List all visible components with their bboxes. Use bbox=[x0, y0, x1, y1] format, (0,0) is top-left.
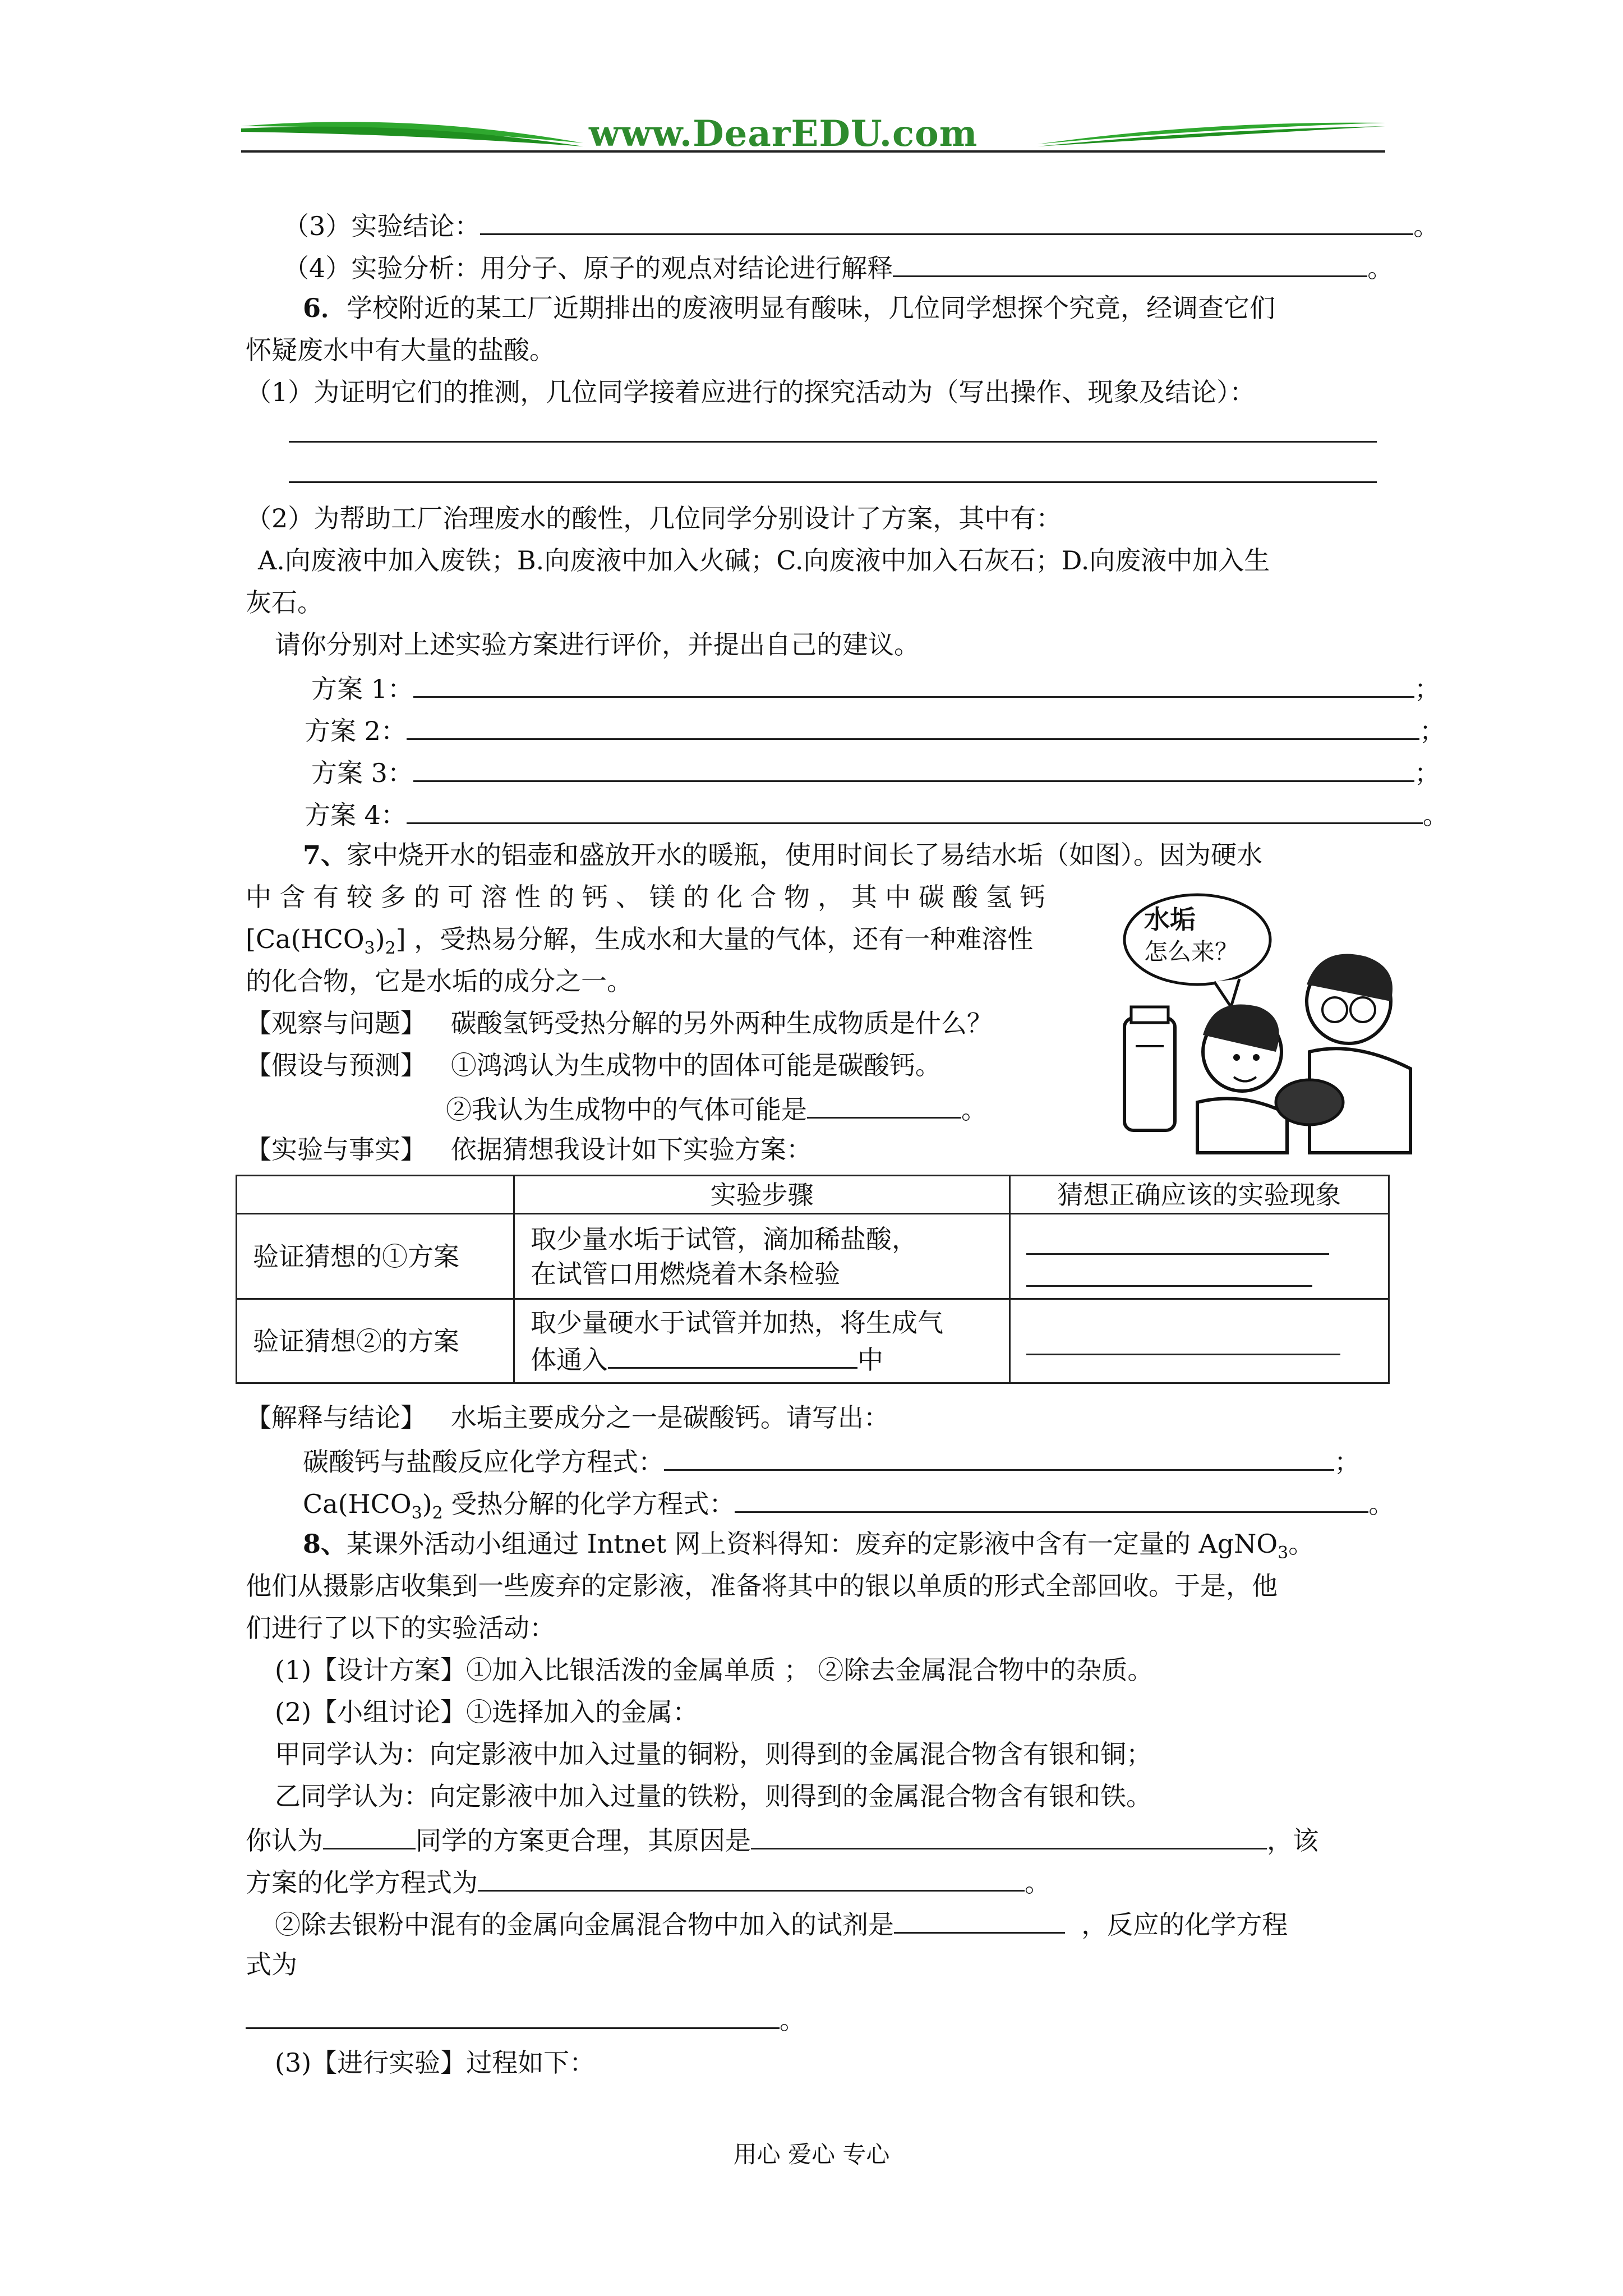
q6-ask: 请你分别对上述实验方案进行评价，并提出自己的建议。 bbox=[275, 629, 920, 660]
q8-intro-line1: 8、某课外活动小组通过 Intnet 网上资料得知：废弃的定影液中含有一定量的 AgNO$_3$。 bbox=[303, 1529, 1315, 1563]
q8-remove: ②除去银粉中混有的金属向金属混合物中加入的试剂是 ，反应的化学方程 bbox=[275, 1905, 1288, 1942]
q6-plan-1: 方案 1： ； bbox=[311, 669, 1440, 706]
q6-part2: （2）为帮助工厂治理废水的酸性，几位同学分别设计了方案，其中有： bbox=[246, 503, 1062, 533]
row1-answer-line2 bbox=[1026, 1258, 1312, 1287]
row1-answer-line1 bbox=[1026, 1226, 1329, 1255]
q6-options-line2: 灰石。 bbox=[246, 587, 323, 618]
row2-step: 取少量硬水于试管并加热，将生成气 体通入 中 bbox=[514, 1299, 1010, 1383]
formula-calcium-bicarbonate-2: $Ca(HCO_3)_2$ bbox=[303, 1489, 443, 1524]
q5-item4: （4）实验分析：用分子、原子的观点对结论进行解释 。 bbox=[283, 249, 1393, 286]
site-logo-text: www.DearEDU.com bbox=[589, 113, 978, 155]
table-header-row bbox=[237, 1176, 1389, 1214]
q7-hypothesis-1: 【假设与预测】 ①鸿鸿认为生成物中的固体可能是碳酸钙。 bbox=[246, 1050, 941, 1080]
table-header-phenomenon: 猜想正确应该的实验现象 bbox=[1010, 1176, 1389, 1214]
q6-plan-2: 方案 2： ； bbox=[305, 711, 1445, 748]
q5-item3: （3）实验结论： 。 bbox=[283, 206, 1439, 243]
footer-motto: 用心 爱心 专心 bbox=[733, 2141, 890, 2168]
row1-step: 取少量水垢于试管，滴加稀盐酸， 在试管口用燃烧着木条检验 bbox=[514, 1214, 1010, 1299]
row1-label: 验证猜想的①方案 bbox=[237, 1214, 514, 1299]
q8-yi: 乙同学认为：向定影液中加入过量的铁粉，则得到的金属混合物含有银和铁。 bbox=[275, 1781, 1152, 1811]
experiment-table bbox=[236, 1175, 1390, 1384]
header-rule bbox=[241, 150, 1385, 153]
q6-intro-line1: 6．学校附近的某工厂近期排出的废液明显有酸味，几位同学想探个究竟，经调查它们 bbox=[303, 293, 1276, 323]
q6-plan-4: 方案 4： 。 bbox=[305, 795, 1449, 832]
q7-equation-1: 碳酸钙与盐酸反应化学方程式： ； bbox=[303, 1442, 1360, 1479]
q6-answer-line1 bbox=[289, 414, 1377, 451]
q8-jia: 甲同学认为：向定影液中加入过量的铜粉，则得到的金属混合物含有银和铜； bbox=[275, 1739, 1152, 1769]
q7-observe: 【观察与问题】 碳酸氢钙受热分解的另外两种生成物质是什么？ bbox=[246, 1008, 993, 1038]
row2-answer bbox=[1010, 1299, 1389, 1383]
table-header-empty bbox=[237, 1176, 514, 1214]
formula-calcium-bicarbonate: $[Ca(HCO_3)_2]$ bbox=[246, 924, 406, 959]
q7-equation-2: $Ca(HCO_3)_2$ 受热分解的化学方程式： 。 bbox=[303, 1484, 1394, 1531]
q8-proceed: (3)【进行实验】过程如下： bbox=[275, 2047, 596, 2078]
q6-answer-line2 bbox=[289, 454, 1377, 491]
q8-intro-line3: 们进行了以下的实验活动： bbox=[246, 1613, 555, 1643]
q6-plan-3: 方案 3： ； bbox=[311, 753, 1440, 790]
q8-remove-tail: 式为 bbox=[246, 1949, 297, 1980]
table-row bbox=[237, 1299, 1389, 1383]
q7-fact: 【实验与事实】 依据猜想我设计如下实验方案： bbox=[246, 1134, 812, 1165]
q8-think: 你认为 同学的方案更合理，其原因是 ，该 bbox=[246, 1821, 1318, 1858]
row1-answer bbox=[1010, 1214, 1389, 1299]
q6-intro-line2: 怀疑废水中有大量的盐酸。 bbox=[246, 335, 555, 365]
q7-intro-line2: 中含有较多的可溶性的钙、镁的化合物，其中碳酸氢钙 bbox=[246, 882, 1053, 912]
cartoon-bubble-text: 水垢 怎么来？ bbox=[1144, 904, 1239, 965]
q8-equation: 方案的化学方程式为 。 bbox=[246, 1863, 1050, 1900]
cartoon-illustration bbox=[1119, 889, 1422, 1158]
q7-conclusion: 【解释与结论】 水垢主要成分之一是碳酸钙。请写出： bbox=[246, 1402, 889, 1433]
q8-intro-line2: 他们从摄影店收集到一些废弃的定影液，准备将其中的银以单质的形式全部回收。于是，他 bbox=[246, 1571, 1278, 1601]
q7-intro-line4: 的化合物，它是水垢的成分之一。 bbox=[246, 966, 633, 996]
q7-intro-line3: $[Ca(HCO_3)_2]$ ，受热易分解，生成水和大量的气体，还有一种难溶性 bbox=[246, 924, 1034, 959]
q8-remove-answer: 。 bbox=[246, 2000, 805, 2037]
q6-part1: （1）为证明它们的推测，几位同学接着应进行的探究活动为（写出操作、现象及结论）： bbox=[246, 377, 1256, 407]
q7-intro-line1: 7、家中烧开水的铝壶和盛放开水的暖瓶，使用时间长了易结水垢（如图）。因为硬水 bbox=[303, 840, 1263, 870]
row2-answer-line bbox=[1026, 1327, 1340, 1355]
row2-label: 验证猜想②的方案 bbox=[237, 1299, 514, 1383]
table-row bbox=[237, 1214, 1389, 1299]
q8-discuss: (2)【小组讨论】①选择加入的金属： bbox=[275, 1697, 699, 1727]
q7-hypothesis-2: ②我认为生成物中的气体可能是 。 bbox=[446, 1090, 987, 1127]
table-header-step: 实验步骤 bbox=[514, 1176, 1010, 1214]
q6-options-line1: A.向废液中加入废铁；B.向废液中加入火碱；C.向废液中加入石灰石；D.向废液中加入生 bbox=[258, 545, 1270, 576]
q8-design: (1)【设计方案】①加入比银活泼的金属单质 ； ②除去金属混合物中的杂质。 bbox=[275, 1655, 1154, 1685]
